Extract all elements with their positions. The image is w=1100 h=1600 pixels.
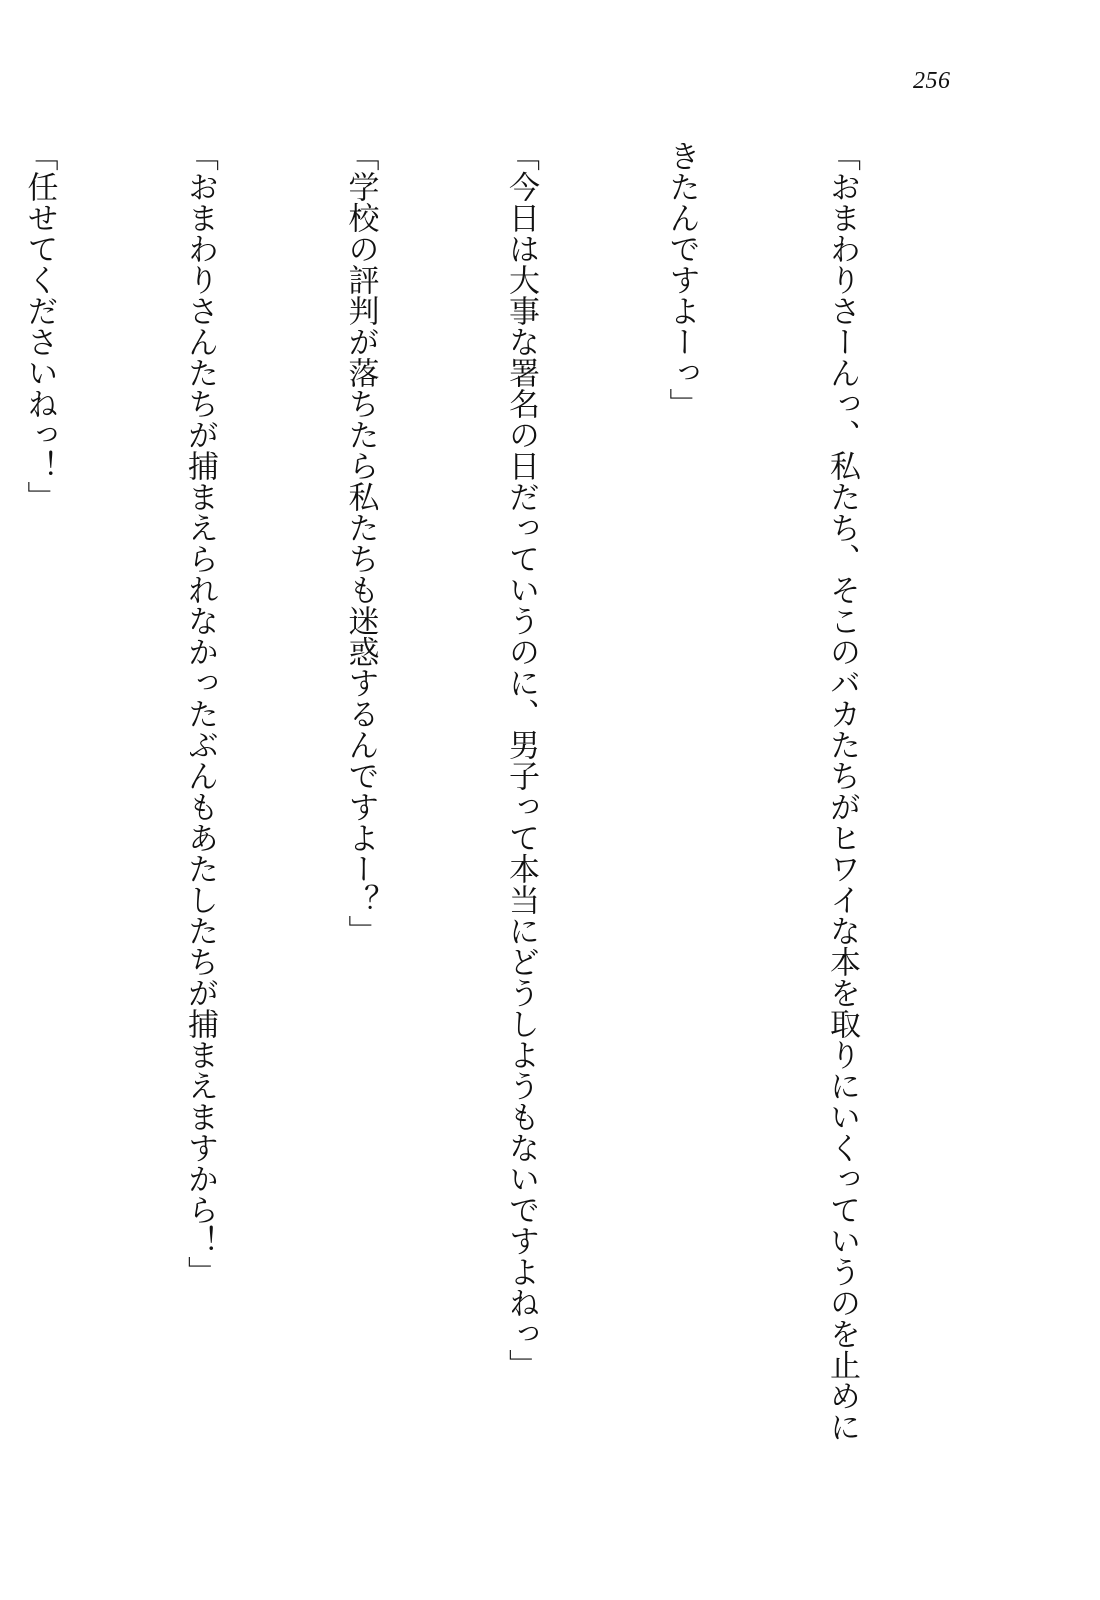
text-line: 「今日は大事な署名の日だっていうのに、男子って本当にどうしようもないですよねっ」 xyxy=(503,140,539,1380)
text-line: きたんですよーっ」 xyxy=(663,140,700,419)
text-line: 「学校の評判が落ちたら私たちも迷惑するんですよー？」 xyxy=(342,140,379,946)
body-text xyxy=(0,140,975,1480)
text-line: 「おまわりさーんっ、私たち、そこのバカたちがヒワイな本を取りにいくっていうのを止めに xyxy=(824,140,860,1442)
text-line: 「おまわりさんたちが捕まえられなかったぶんもあたしたちが捕まえますから！」 xyxy=(182,140,218,1287)
text-line: 「任せてくださいねっ！」 xyxy=(21,140,58,512)
page-number: 256 xyxy=(913,68,951,94)
